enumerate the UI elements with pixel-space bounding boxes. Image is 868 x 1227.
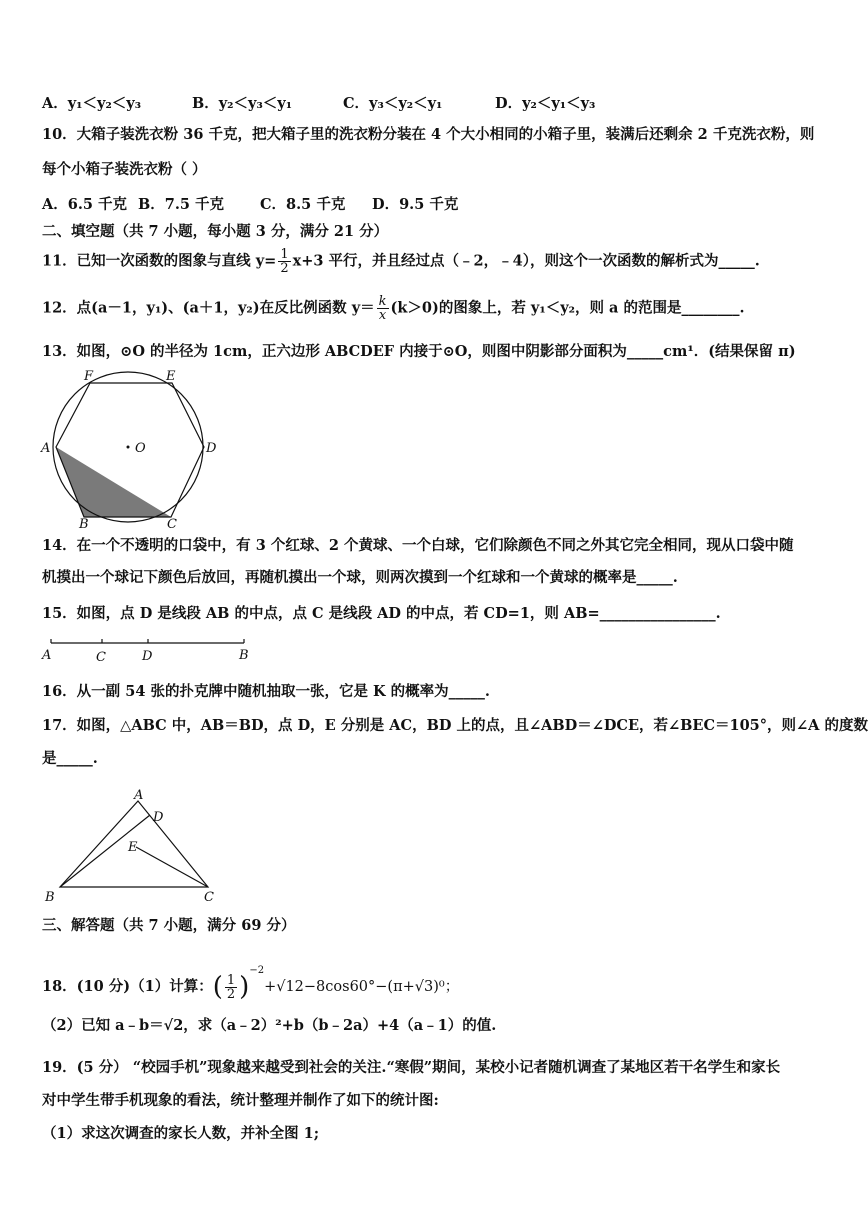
label-f: F	[84, 369, 94, 384]
q10-option-a: A．6.5 千克	[42, 196, 128, 213]
q18-frac-num: 1	[226, 972, 236, 988]
q14-line2: 机摸出一个球记下颜色后放回，再随机摸出一个球，则两次摸到一个红球和一个黄球的概率是_____.	[42, 569, 678, 586]
q12-frac-num: k	[378, 294, 387, 309]
q10-option-d: D．9.5 千克	[372, 196, 459, 213]
q11-post: x+3 平行，并且经过点（﹣2，﹣4），则这个一次函数的解析式为_____.	[292, 252, 760, 270]
label-e: E	[128, 840, 138, 855]
q12-post: (k＞0)的图象上，若 y₁＜y₂，则 a 的范围是________.	[390, 299, 745, 317]
right-paren: )	[239, 972, 250, 1002]
q12-fraction	[377, 295, 389, 322]
q18-power: −2	[249, 965, 265, 976]
label-c: C	[96, 650, 106, 664]
label-a: A	[41, 441, 51, 456]
q9-option-c: C．y₃＜y₂＜y₁	[343, 95, 443, 112]
section2-heading: 二、填空题（共 7 小题，每小题 3 分，满分 21 分）	[42, 223, 389, 240]
section3-heading: 三、解答题（共 7 小题，满分 69 分）	[42, 917, 296, 934]
q19-line3: （1）求这次调查的家长人数，并补全图 1;	[42, 1125, 320, 1142]
q19-line2: 对中学生带手机现象的看法，统计整理并制作了如下的统计图:	[42, 1092, 439, 1109]
q13-text: 13．如图，⊙O 的半径为 1cm，正六边形 ABCDEF 内接于⊙O，则图中阴影部分面积为_____cm¹．(结果保留 π)	[42, 343, 796, 360]
label-c: C	[167, 517, 177, 530]
q18-part1-pre: 18．(10 分)（1）计算：	[42, 978, 213, 995]
q9-option-b: B．y₂＜y₃＜y₁	[192, 95, 293, 112]
q12-pre: 12．点(a－1，y₁)、(a＋1，y₂)在反比例函数 y＝	[42, 299, 375, 317]
q15-segment-figure	[36, 632, 256, 664]
q17-line1: 17．如图，△ABC 中，AB＝BD，点 D，E 分别是 AC，BD 上的点，且∠ABD＝∠DCE，若∠BEC＝105°，则∠A 的度数	[42, 717, 868, 734]
q12-frac-den: x	[378, 308, 387, 323]
q17-line2: 是_____.	[42, 750, 98, 767]
q11-fraction	[278, 248, 290, 275]
q18-part2: （2）已知 a﹣b＝√2，求（a﹣2）²+b（b﹣2a）+4（a﹣1）的值.	[42, 1017, 497, 1034]
q18-fraction	[225, 974, 237, 1001]
q9-option-d: D．y₂＜y₁＜y₃	[495, 95, 596, 112]
q18-expression: +√12−8cos60°−(π+√3)⁰；	[264, 979, 460, 995]
q15-text: 15．如图，点 D 是线段 AB 的中点，点 C 是线段 AD 的中点，若 CD=1，则 AB=________________.	[42, 605, 721, 622]
center-point	[127, 446, 130, 449]
label-a: A	[42, 648, 52, 663]
shaded-region	[56, 447, 171, 517]
q13-hexagon-figure	[36, 365, 226, 530]
label-o: O	[135, 441, 146, 456]
q11-pre: 11．已知一次函数的图象与直线 y=	[42, 252, 277, 270]
q10-line1: 10．大箱子装洗衣粉 36 千克，把大箱子里的洗衣粉分装在 4 个大小相同的小箱子里，装满后还剩余 2 千克洗衣粉，则	[42, 126, 815, 143]
q11-frac-num: 1	[280, 247, 289, 262]
q10-line2: 每个小箱子装洗衣粉（ ）	[42, 161, 207, 178]
q18-frac-den: 2	[226, 986, 236, 1002]
q10-option-b: B．7.5 千克	[138, 196, 225, 213]
q18-part1	[42, 958, 459, 1001]
label-e: E	[166, 369, 176, 384]
q9-option-a: A．y₁＜y₂＜y₃	[42, 95, 142, 112]
label-a: A	[134, 788, 144, 803]
label-b: B	[45, 890, 55, 905]
q16-text: 16．从一副 54 张的扑克牌中随机抽取一张，它是 K 的概率为_____.	[42, 683, 490, 700]
label-d: D	[142, 649, 153, 664]
q17-triangle-figure	[36, 785, 226, 910]
label-d: D	[206, 441, 217, 456]
label-d: D	[153, 810, 164, 825]
label-b: B	[239, 648, 249, 663]
q14-line1: 14．在一个不透明的口袋中，有 3 个红球、2 个黄球、一个白球，它们除颜色不同之外其它完全相同，现从口袋中随	[42, 537, 794, 554]
q11-frac-den: 2	[280, 261, 289, 276]
q11-text	[42, 248, 760, 275]
q12-text	[42, 295, 745, 322]
left-paren: (	[212, 972, 223, 1002]
label-c: C	[204, 890, 214, 905]
q19-line1: 19．(5 分） “校园手机”现象越来越受到社会的关注.“寒假”期间，某校小记者随机调查了某地区若干名学生和家长	[42, 1059, 781, 1076]
label-b: B	[79, 517, 89, 530]
segment-ce	[136, 847, 208, 887]
q10-option-c: C．8.5 千克	[260, 196, 346, 213]
